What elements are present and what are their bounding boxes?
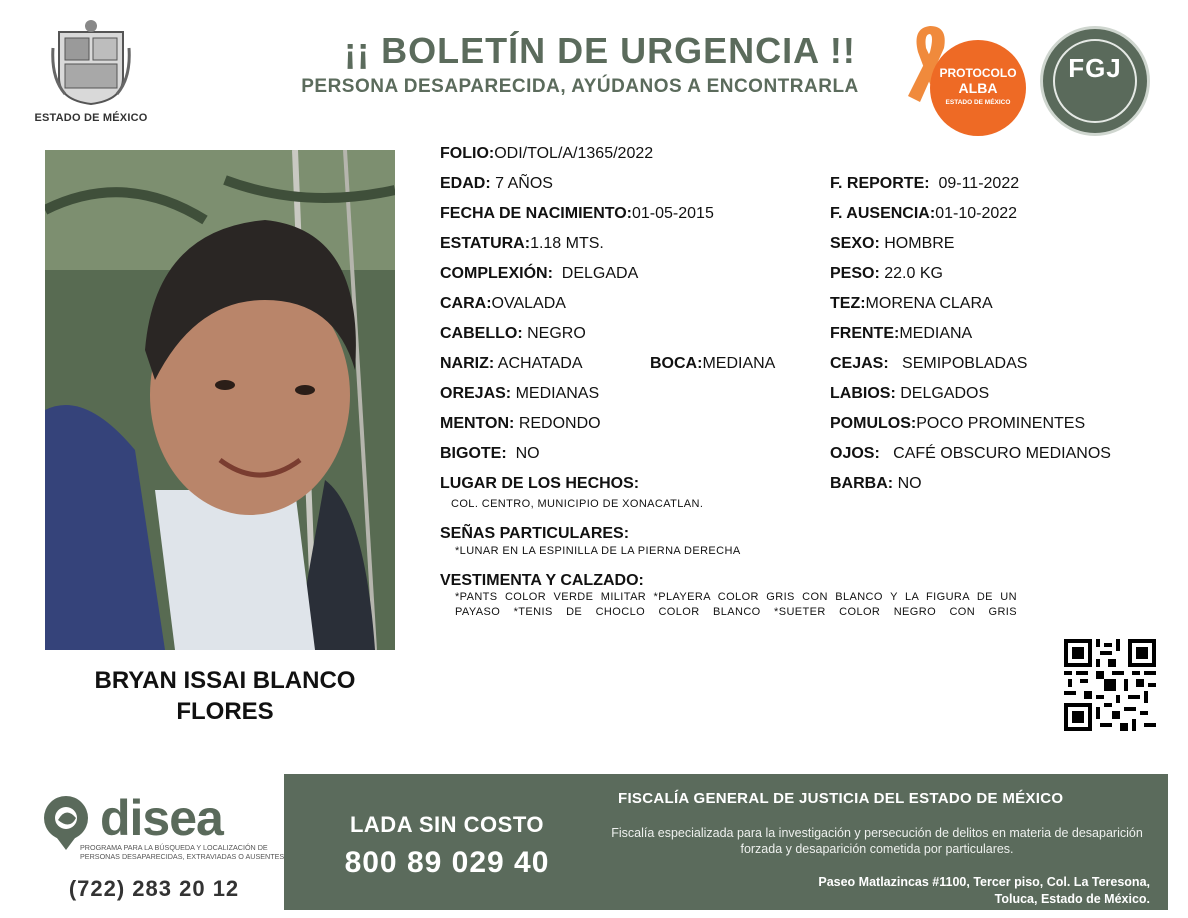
- orejas-label: OREJAS:: [440, 385, 512, 402]
- orejas-value: MEDIANAS: [515, 385, 600, 402]
- barba-value: NO: [897, 475, 922, 492]
- folio-value: ODI/TOL/A/1365/2022: [494, 145, 654, 162]
- field-labios: [830, 385, 989, 403]
- estatura-value: 1.18 MTS.: [530, 235, 604, 252]
- field-complexion: [440, 265, 638, 283]
- field-barba: [830, 475, 922, 493]
- barba-label: BARBA:: [830, 475, 894, 492]
- field-bigote: [440, 445, 540, 463]
- labios-label: LABIOS:: [830, 385, 896, 402]
- menton-value: REDONDO: [518, 415, 601, 432]
- boca-value: MEDIANA: [702, 355, 776, 372]
- field-cejas: [830, 355, 1027, 373]
- ojos-label: OJOS:: [830, 445, 880, 462]
- tez-value: MORENA CLARA: [865, 295, 993, 312]
- fgj-description: Fiscalía especializada para la investigación y persecución de delitos en materia de desaparición forzada y desaparición cometida por particulares.: [611, 826, 1143, 856]
- alba-badge: [930, 40, 1026, 136]
- cejas-label: CEJAS:: [830, 355, 889, 372]
- alba-line1: PROTOCOLO: [939, 66, 1017, 80]
- person-photo-illustration: [45, 150, 395, 650]
- bulletin-subtitle: PERSONA DESAPARECIDA, AYÚDANOS A ENCONTRARLA: [301, 76, 859, 97]
- toll-free-number[interactable]: 800 89 029 40: [344, 846, 550, 879]
- missing-person-photo: [45, 150, 395, 650]
- pomulos-value: POCO PROMINENTES: [916, 415, 1086, 432]
- edad-value: 7 AÑOS: [495, 175, 553, 192]
- lugar-value: COL. CENTRO, MUNICIPIO DE XONACATLAN.: [451, 498, 704, 510]
- cara-label: CARA:: [440, 295, 492, 312]
- person-name: BRYAN ISSAI BLANCO FLORES: [94, 667, 356, 725]
- odisea-tagline: PROGRAMA PARA LA BÚSQUEDA Y LOCALIZACIÓN DE PERSONAS DESAPARECIDAS, EXTRAVIADAS O AUSENTES: [80, 843, 285, 861]
- odisea-logo: [36, 790, 285, 870]
- field-ausencia: [830, 205, 1017, 223]
- field-reporte: [830, 175, 1019, 193]
- ausencia-label: F. AUSENCIA:: [830, 205, 936, 222]
- field-estatura: [440, 235, 604, 253]
- fgj-address: [618, 874, 1150, 908]
- address-line1: Paseo Matlazincas #1100, Tercer piso, Col. La Teresona,: [818, 875, 1150, 889]
- bulletin-title: ¡¡ BOLETÍN DE URGENCIA !!: [344, 30, 856, 71]
- fgj-seal-icon: [1040, 26, 1150, 136]
- boca-label: BOCA:: [650, 355, 703, 372]
- vestimenta-line1: *PANTS COLOR VERDE MILITAR *PLAYERA COLOR GRIS CON BLANCO Y LA FIGURA DE UN: [455, 591, 1017, 603]
- sexo-value: HOMBRE: [884, 235, 955, 252]
- qr-code-icon[interactable]: [1064, 639, 1156, 731]
- fgj-seal-ring: [1053, 39, 1137, 123]
- field-cara: [440, 295, 566, 313]
- field-tez: [830, 295, 993, 313]
- field-pomulos: [830, 415, 1085, 433]
- field-vestimenta: [440, 572, 644, 590]
- peso-label: PESO:: [830, 265, 880, 282]
- field-cabello: [440, 325, 586, 343]
- state-label: ESTADO DE MÉXICO: [34, 112, 148, 124]
- cabello-label: CABELLO:: [440, 325, 523, 342]
- field-menton: [440, 415, 601, 433]
- ausencia-value: 01-10-2022: [935, 205, 1018, 222]
- field-senas: [440, 525, 629, 543]
- estatura-label: ESTATURA:: [440, 235, 531, 252]
- footer-band: [284, 774, 1168, 910]
- field-lugar: [440, 475, 639, 493]
- reporte-value: 09-11-2022: [938, 175, 1020, 192]
- cabello-value: NEGRO: [527, 325, 586, 342]
- field-frente: [830, 325, 972, 343]
- labios-value: DELGADOS: [900, 385, 990, 402]
- senas-label: SEÑAS PARTICULARES:: [440, 525, 630, 542]
- odisea-wordmark: disea: [100, 790, 223, 846]
- lugar-label: LUGAR DE LOS HECHOS:: [440, 475, 640, 492]
- nacimiento-label: FECHA DE NACIMIENTO:: [440, 205, 632, 222]
- field-nacimiento: [440, 205, 714, 223]
- field-folio: [440, 145, 653, 163]
- protocolo-alba-logo: [900, 22, 1030, 134]
- fgj-logo-text: FGJ: [1068, 53, 1122, 83]
- vestimenta-line2: PAYASO *TENIS DE CHOCLO COLOR BLANCO *SUETER COLOR NEGRO CON GRIS: [455, 606, 1017, 618]
- frente-label: FRENTE:: [830, 325, 900, 342]
- sexo-label: SEXO:: [830, 235, 880, 252]
- field-sexo: [830, 235, 954, 253]
- nacimiento-value: 01-05-2015: [632, 205, 714, 222]
- menton-label: MENTON:: [440, 415, 515, 432]
- field-edad: [440, 175, 553, 193]
- local-phone-number[interactable]: (722) 283 20 12: [68, 876, 240, 901]
- field-nariz: [440, 355, 583, 373]
- senas-value: *LUNAR EN LA ESPINILLA DE LA PIERNA DERECHA: [455, 545, 741, 557]
- bigote-value: NO: [515, 445, 540, 462]
- complexion-label: COMPLEXIÓN:: [440, 265, 553, 282]
- state-coat-of-arms-icon: [51, 18, 131, 106]
- complexion-value: DELGADA: [561, 265, 639, 282]
- tez-label: TEZ:: [830, 295, 866, 312]
- nariz-value: ACHATADA: [497, 355, 583, 372]
- field-peso: [830, 265, 943, 283]
- address-line2: Toluca, Estado de México.: [994, 892, 1150, 906]
- pomulos-label: POMULOS:: [830, 415, 917, 432]
- bigote-label: BIGOTE:: [440, 445, 507, 462]
- field-ojos: [830, 445, 1111, 463]
- alba-line2: ALBA: [958, 80, 998, 96]
- alba-line3: ESTADO DE MÉXICO: [945, 99, 1011, 106]
- field-orejas: [440, 385, 599, 403]
- vestimenta-label: VESTIMENTA Y CALZADO:: [440, 572, 644, 589]
- cara-value: OVALADA: [491, 295, 566, 312]
- folio-label: FOLIO:: [440, 145, 495, 162]
- field-boca: [650, 355, 775, 373]
- fgj-full-name: FISCALÍA GENERAL DE JUSTICIA DEL ESTADO DE MÉXICO: [618, 790, 1064, 807]
- lada-sin-costo-label: LADA SIN COSTO: [349, 812, 544, 837]
- ojos-value: CAFÉ OBSCURO MEDIANOS: [893, 445, 1111, 462]
- nariz-label: NARIZ:: [440, 355, 495, 372]
- reporte-label: F. REPORTE:: [830, 175, 930, 192]
- cejas-value: SEMIPOBLADAS: [902, 355, 1028, 372]
- peso-value: 22.0 KG: [884, 265, 943, 282]
- state-logo: [30, 18, 152, 128]
- frente-value: MEDIANA: [899, 325, 973, 342]
- edad-label: EDAD:: [440, 175, 491, 192]
